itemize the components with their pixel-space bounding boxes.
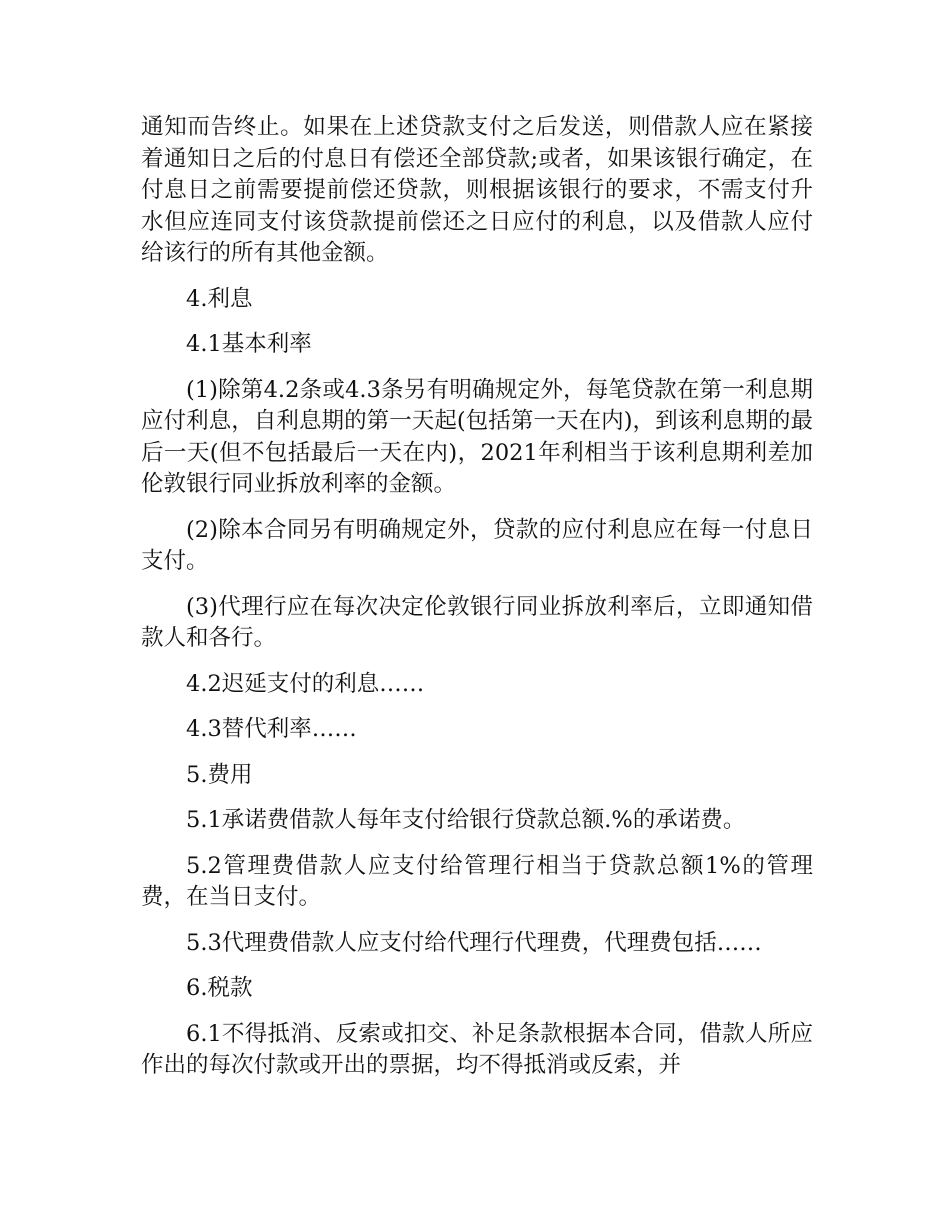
heading-taxes: 6.税款 [186, 975, 253, 1001]
paragraph-clause-1: (1)除第4.2条或4.3条另有明确规定外，每笔贷款在第一利息期应付利息，自利息期的第一天起(包括第一天在内)，到该利息期的最后一天(但不包括最后一天在内)，2021年利相当于该利息期利差加伦敦银行同业拆放利率的金额。 [141, 376, 813, 497]
paragraph-no-setoff: 6.1不得抵消、反索或扣交、补足条款根据本合同，借款人所应作出的每次付款或开出的票据，均不得抵消或反索，并 [141, 1020, 813, 1078]
heading-fees: 5.费用 [186, 761, 253, 788]
paragraph-continuation: 通知而告终止。如果在上述贷款支付之后发送，则借款人应在紧接着通知日之后的付息日有偿还全部贷款;或者，如果该银行确定，在付息日之前需要提前偿还贷款，则根据该银行的要求，不需支付升水但应连同支付该贷款提前偿还之日应付的利息，以及借款人应付给该行的所有其他金额。 [141, 114, 813, 266]
paragraph-clause-2: (2)除本合同另有明确规定外，贷款的应付利息应在每一付息日支付。 [141, 516, 813, 574]
paragraph-commitment-fee: 5.1承诺费借款人每年支付给银行贷款总额.%的承诺费。 [186, 807, 746, 833]
heading-interest: 4.利息 [186, 285, 253, 312]
paragraph-agency-fee: 5.3代理费借款人应支付给代理行代理费，代理费包括…… [186, 929, 762, 956]
heading-late-interest: 4.2迟延支付的利息…… [186, 670, 425, 697]
heading-substitute-rate: 4.3替代利率…… [186, 716, 357, 742]
document-body [141, 112, 813, 1096]
paragraph-management-fee: 5.2管理费借款人应支付给管理行相当于贷款总额1%的管理费，在当日支付。 [141, 852, 813, 910]
heading-base-rate: 4.1基本利率 [186, 331, 312, 357]
paragraph-clause-3: (3)代理行应在每次决定伦敦银行同业拆放利率后，立即通知借款人和各行。 [141, 593, 813, 651]
